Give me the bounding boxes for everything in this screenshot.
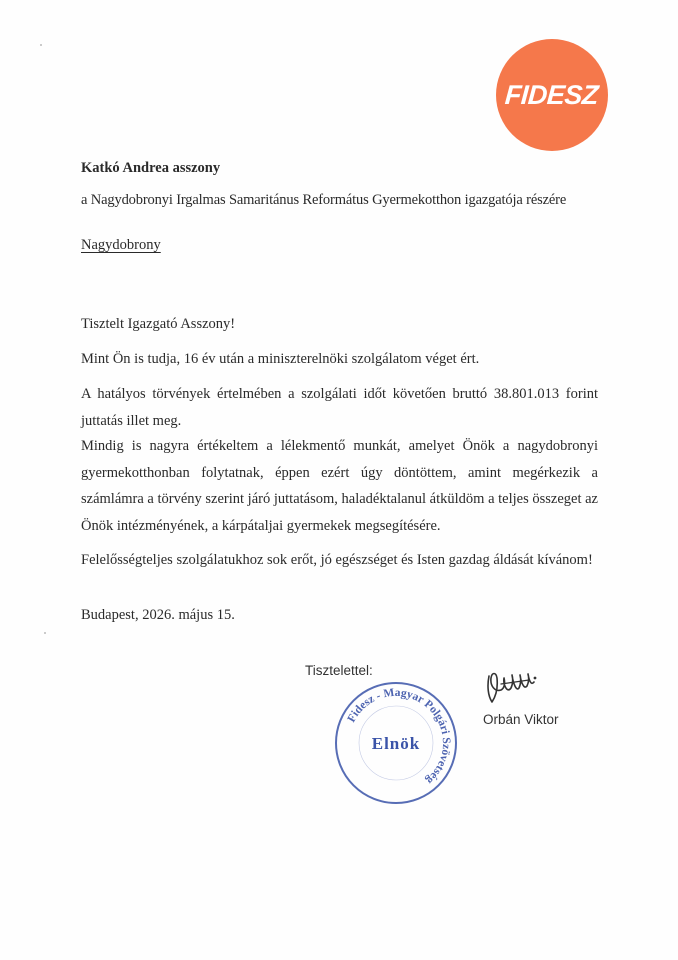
salutation: Tisztelt Igazgató Asszony! xyxy=(81,316,236,332)
letter-paragraph: Mint Ön is tudja, 16 év után a miniszterelnöki szolgálatom véget ért. xyxy=(81,351,480,367)
scan-speck xyxy=(40,44,42,46)
handwritten-signature xyxy=(483,666,545,710)
letter-paragraph: Felelősségteljes szolgálatukhoz sok erőt, jó egészséget és Isten gazdag áldását kívánom! xyxy=(81,552,593,568)
closing-text: Tisztelettel: xyxy=(305,663,373,678)
scan-speck xyxy=(44,632,46,634)
recipient-city: Nagydobrony xyxy=(81,237,161,253)
signer-name: Orbán Viktor xyxy=(483,712,559,727)
stamp-ring-text: Fidesz - Magyar Polgári Szövetség xyxy=(345,686,453,787)
logo-text: FIDESZ xyxy=(504,79,600,110)
fidesz-logo xyxy=(496,39,608,151)
letter-date: Budapest, 2026. május 15. xyxy=(81,607,235,623)
recipient-name: Katkó Andrea asszony xyxy=(81,160,221,176)
stamp-center-text: Elnök xyxy=(371,734,421,753)
recipient-title: a Nagydobronyi Irgalmas Samaritánus Református Gyermekotthon igazgatója részére xyxy=(81,192,567,208)
letter-paragraph: A hatályos törvények értelmében a szolgálati időt követően bruttó 38.801.013 forint juttatás illet meg. xyxy=(81,386,598,429)
official-stamp xyxy=(333,680,459,806)
letter-paragraph: Mindig is nagyra értékeltem a lélekmentő munkát, amelyet Önök a nagydobronyi gyermekotthonban folytatnak, éppen ezért úgy döntöttem, amint megérkezik a számlámra a törvény szerint járó juttatásom, haladéktalanul átküldöm a teljes összeget az Önök intézményének, a kárpátaljai gyermekek megsegítésére. xyxy=(81,438,598,534)
